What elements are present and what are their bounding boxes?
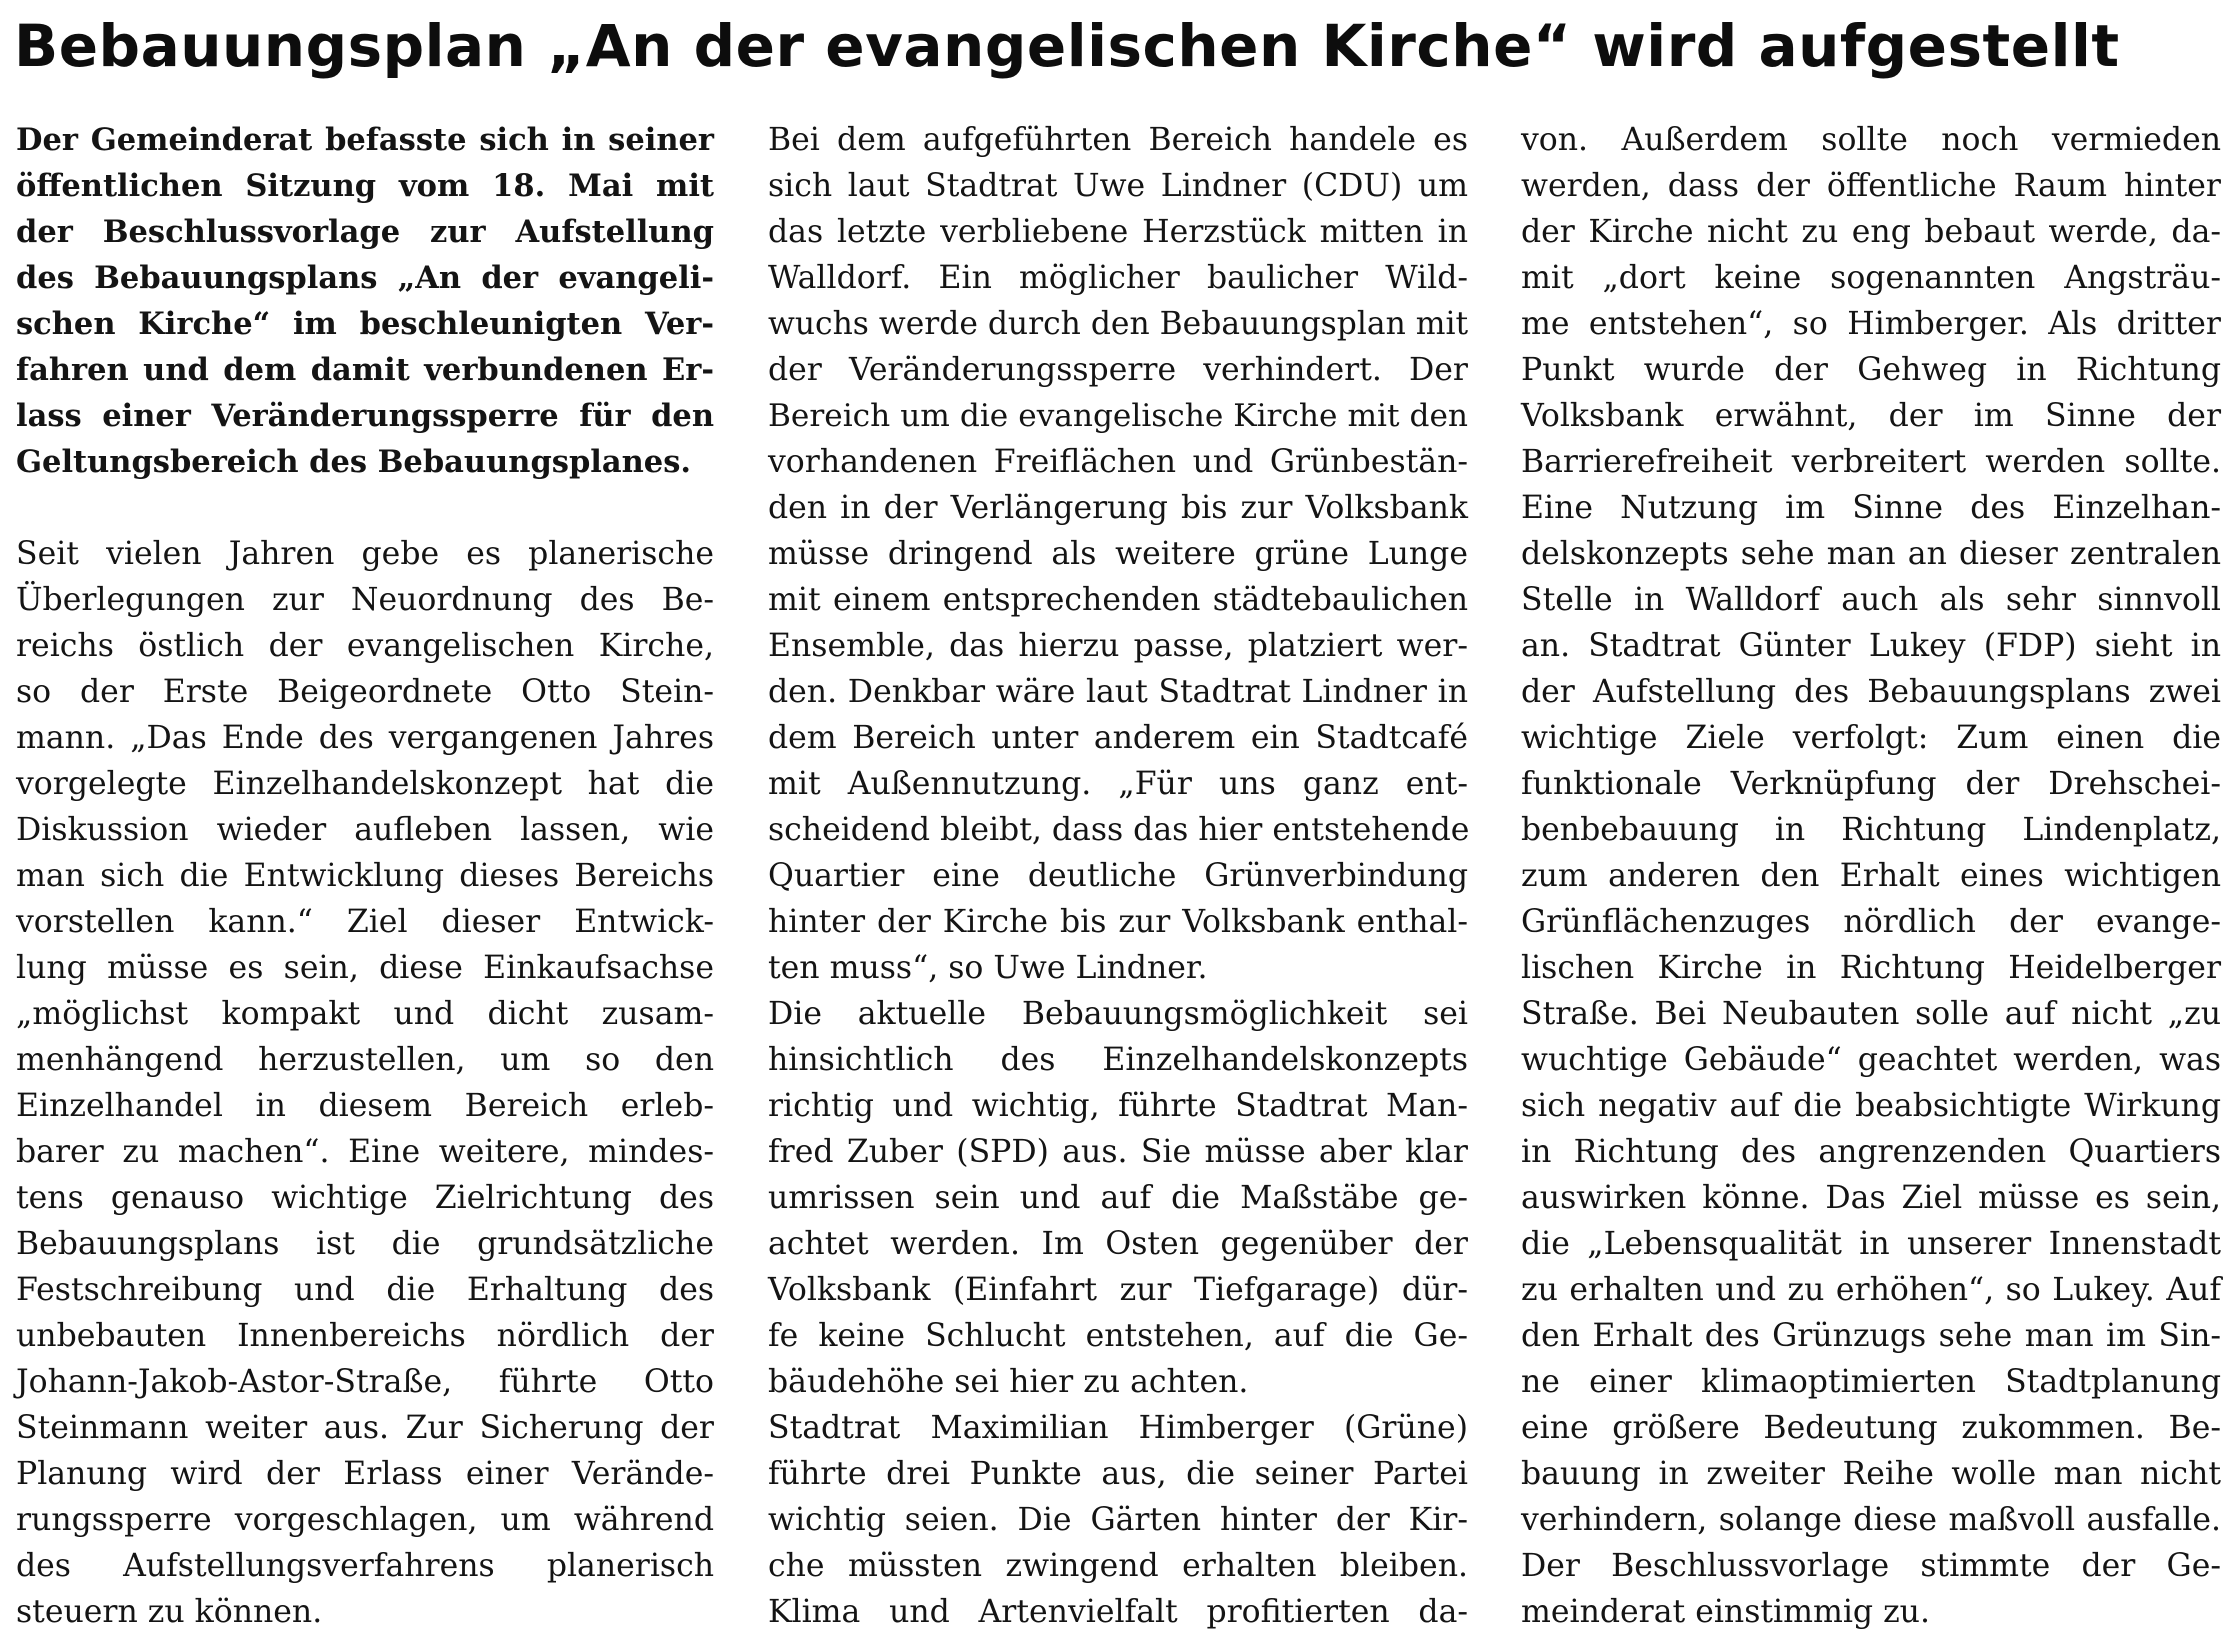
body-line: wichtige Ziele verfolgt: Zum einen die: [1521, 720, 2221, 756]
body-line: Bereich um die evangelische Kirche mit den: [768, 398, 1468, 434]
lead-line: schen Kirche“ im beschleunigten Ver-: [16, 306, 714, 342]
lead-line: Der Gemeinderat befasste sich in seiner: [16, 122, 714, 158]
body-line: bauung in zweiter Reihe wolle man nicht: [1521, 1456, 2221, 1492]
body-line: achtet werden. Im Osten gegenüber der: [768, 1226, 1468, 1262]
body-line: Walldorf. Ein möglicher baulicher Wild-: [768, 260, 1468, 296]
body-line: Quartier eine deutliche Grünverbindung: [768, 858, 1468, 894]
body-line: das letzte verbliebene Herzstück mitten in: [768, 214, 1468, 250]
body-line: rungssperre vorgeschlagen, um während: [16, 1502, 714, 1538]
body-line: unbebauten Innenbereichs nördlich der: [16, 1318, 714, 1354]
body-line: wuchtige Gebäude“ geachtet werden, was: [1521, 1042, 2221, 1078]
body-line: lischen Kirche in Richtung Heidelberger: [1521, 950, 2221, 986]
body-line: menhängend herzustellen, um so den: [16, 1042, 714, 1078]
lead-line: fahren und dem damit verbundenen Er-: [16, 352, 714, 388]
body-line: Steinmann weiter aus. Zur Sicherung der: [16, 1410, 714, 1446]
column-1-body: [16, 531, 714, 1635]
body-line: meinderat einstimmig zu.: [1521, 1594, 1930, 1630]
body-line: mann. „Das Ende des vergangenen Jahres: [16, 720, 714, 756]
body-line: dem Bereich unter anderem ein Stadtcafé: [768, 720, 1468, 756]
body-line: funktionale Verknüpfung der Drehschei-: [1521, 766, 2221, 802]
body-line: scheidend bleibt, dass das hier entstehende: [768, 812, 1470, 848]
body-line: Straße. Bei Neubauten solle auf nicht „zu: [1521, 996, 2221, 1032]
body-line: hinter der Kirche bis zur Volksbank enthal-: [768, 904, 1468, 940]
body-line: den. Denkbar wäre laut Stadtrat Lindner in: [768, 674, 1468, 710]
body-line: den Erhalt des Grünzugs sehe man im Sin-: [1521, 1318, 2221, 1354]
lead-line: der Beschlussvorlage zur Aufstellung: [16, 214, 714, 250]
body-line: Diskussion wieder aufleben lassen, wie: [16, 812, 714, 848]
body-line: sich negativ auf die beabsichtigte Wirkung: [1521, 1088, 2221, 1124]
body-line: steuern zu können.: [16, 1594, 323, 1630]
body-line: Einzelhandel in diesem Bereich erleb-: [16, 1088, 714, 1124]
body-line: mit einem entsprechenden städtebaulichen: [768, 582, 1468, 618]
body-line: Bebauungsplans ist die grundsätzliche: [16, 1226, 714, 1262]
body-line: zum anderen den Erhalt eines wichtigen: [1521, 858, 2221, 894]
body-line: hinsichtlich des Einzelhandelskonzepts: [768, 1042, 1468, 1078]
body-line: führte drei Punkte aus, die seiner Partei: [768, 1456, 1468, 1492]
body-line: barer zu machen“. Eine weitere, mindes-: [16, 1134, 714, 1170]
body-line: umrissen sein und auf die Maßstäbe ge-: [768, 1180, 1468, 1216]
body-line: Klima und Artenvielfalt profitierten da-: [768, 1594, 1468, 1630]
body-line: vorstellen kann.“ Ziel dieser Entwick-: [16, 904, 714, 940]
column-2: [768, 117, 1468, 1635]
body-line: Volksbank (Einfahrt zur Tiefgarage) dür-: [768, 1272, 1468, 1308]
body-line: zu erhalten und zu erhöhen“, so Lukey. Auf: [1521, 1272, 2221, 1308]
lead-line: lass einer Veränderungssperre für den: [16, 398, 714, 434]
body-line: reichs östlich der evangelischen Kirche,: [16, 628, 714, 664]
body-line: Seit vielen Jahren gebe es planerische: [16, 536, 714, 572]
body-line: lung müsse es sein, diese Einkaufsachse: [16, 950, 714, 986]
body-line: man sich die Entwicklung dieses Bereichs: [16, 858, 714, 894]
body-line: mit Außennutzung. „Für uns ganz ent-: [768, 766, 1468, 802]
paragraph-spacer: [16, 485, 714, 531]
body-line: che müssten zwingend erhalten bleiben.: [768, 1548, 1468, 1584]
body-line: vorgelegte Einzelhandelskonzept hat die: [16, 766, 714, 802]
body-line: des Aufstellungsverfahrens planerisch: [16, 1548, 714, 1584]
lead-line: Geltungsbereich des Bebauungsplanes.: [16, 444, 691, 480]
body-line: an. Stadtrat Günter Lukey (FDP) sieht in: [1521, 628, 2221, 664]
body-line: Punkt wurde der Gehweg in Richtung: [1521, 352, 2221, 388]
lead-line: öffentlichen Sitzung vom 18. Mai mit: [16, 168, 714, 204]
body-line: Eine Nutzung im Sinne des Einzelhan-: [1521, 490, 2221, 526]
body-line: müsse dringend als weitere grüne Lunge: [768, 536, 1468, 572]
body-line: Überlegungen zur Neuordnung des Be-: [16, 582, 714, 618]
body-line: Ensemble, das hierzu passe, platziert wer-: [768, 628, 1468, 664]
body-line: auswirken könne. Das Ziel müsse es sein,: [1521, 1180, 2221, 1216]
column-3: [1521, 117, 2221, 1635]
body-line: Stelle in Walldorf auch als sehr sinnvoll: [1521, 582, 2221, 618]
body-line: den in der Verlängerung bis zur Volksbank: [768, 490, 1468, 526]
body-line: von. Außerdem sollte noch vermieden: [1521, 122, 2221, 158]
body-line: Volksbank erwähnt, der im Sinne der: [1521, 398, 2221, 434]
body-line: Die aktuelle Bebauungsmöglichkeit sei: [768, 996, 1468, 1032]
body-line: fe keine Schlucht entstehen, auf die Ge-: [768, 1318, 1468, 1354]
body-line: der Kirche nicht zu eng bebaut werde, da-: [1521, 214, 2221, 250]
body-line: wichtig seien. Die Gärten hinter der Kir-: [768, 1502, 1468, 1538]
body-line: fred Zuber (SPD) aus. Sie müsse aber klar: [768, 1134, 1468, 1170]
body-line: eine größere Bedeutung zukommen. Be-: [1521, 1410, 2221, 1446]
body-line: der Aufstellung des Bebauungsplans zwei: [1521, 674, 2221, 710]
body-line: tens genauso wichtige Zielrichtung des: [16, 1180, 714, 1216]
body-line: me entstehen“, so Himberger. Als dritter: [1521, 306, 2221, 342]
column-1: [16, 117, 714, 1635]
body-line: Johann-Jakob-Astor-Straße, führte Otto: [16, 1364, 714, 1400]
body-line: Festschreibung und die Erhaltung des: [16, 1272, 714, 1308]
body-line: vorhandenen Freiflächen und Grünbestän-: [768, 444, 1468, 480]
body-line: Grünflächenzuges nördlich der evange-: [1521, 904, 2221, 940]
body-line: delskonzepts sehe man an dieser zentralen: [1521, 536, 2221, 572]
body-line: wuchs werde durch den Bebauungsplan mit: [768, 306, 1469, 342]
body-line: verhindern, solange diese maßvoll ausfalle.: [1521, 1502, 2221, 1538]
body-line: Stadtrat Maximilian Himberger (Grüne): [768, 1410, 1468, 1446]
body-line: sich laut Stadtrat Uwe Lindner (CDU) um: [768, 168, 1468, 204]
lead-line: des Bebauungsplans „An der evangeli-: [16, 260, 714, 296]
body-line: in Richtung des angrenzenden Quartiers: [1521, 1134, 2221, 1170]
body-line: Der Beschlussvorlage stimmte der Ge-: [1521, 1548, 2221, 1584]
body-line: Planung wird der Erlass einer Verände-: [16, 1456, 714, 1492]
body-line: ten muss“, so Uwe Lindner.: [768, 950, 1208, 986]
body-line: Bei dem aufgeführten Bereich handele es: [768, 122, 1468, 158]
body-line: „möglichst kompakt und dicht zusam-: [16, 996, 714, 1032]
body-line: die „Lebensqualität in unserer Innenstadt: [1521, 1226, 2221, 1262]
body-line: mit „dort keine sogenannten Angsträu-: [1521, 260, 2221, 296]
body-line: ne einer klimaoptimierten Stadtplanung: [1521, 1364, 2221, 1400]
lead-paragraph: [16, 117, 714, 485]
body-line: der Veränderungssperre verhindert. Der: [768, 352, 1468, 388]
body-line: werden, dass der öffentliche Raum hinter: [1521, 168, 2221, 204]
body-line: benbebauung in Richtung Lindenplatz,: [1521, 812, 2221, 848]
body-line: richtig und wichtig, führte Stadtrat Man-: [768, 1088, 1468, 1124]
body-line: so der Erste Beigeordnete Otto Stein-: [16, 674, 714, 710]
body-line: Barrierefreiheit verbreitert werden sollte.: [1521, 444, 2221, 480]
article-headline: Bebauungsplan „An der evangelischen Kirche“ wird aufgestellt: [14, 12, 2120, 80]
body-line: bäudehöhe sei hier zu achten.: [768, 1364, 1249, 1400]
